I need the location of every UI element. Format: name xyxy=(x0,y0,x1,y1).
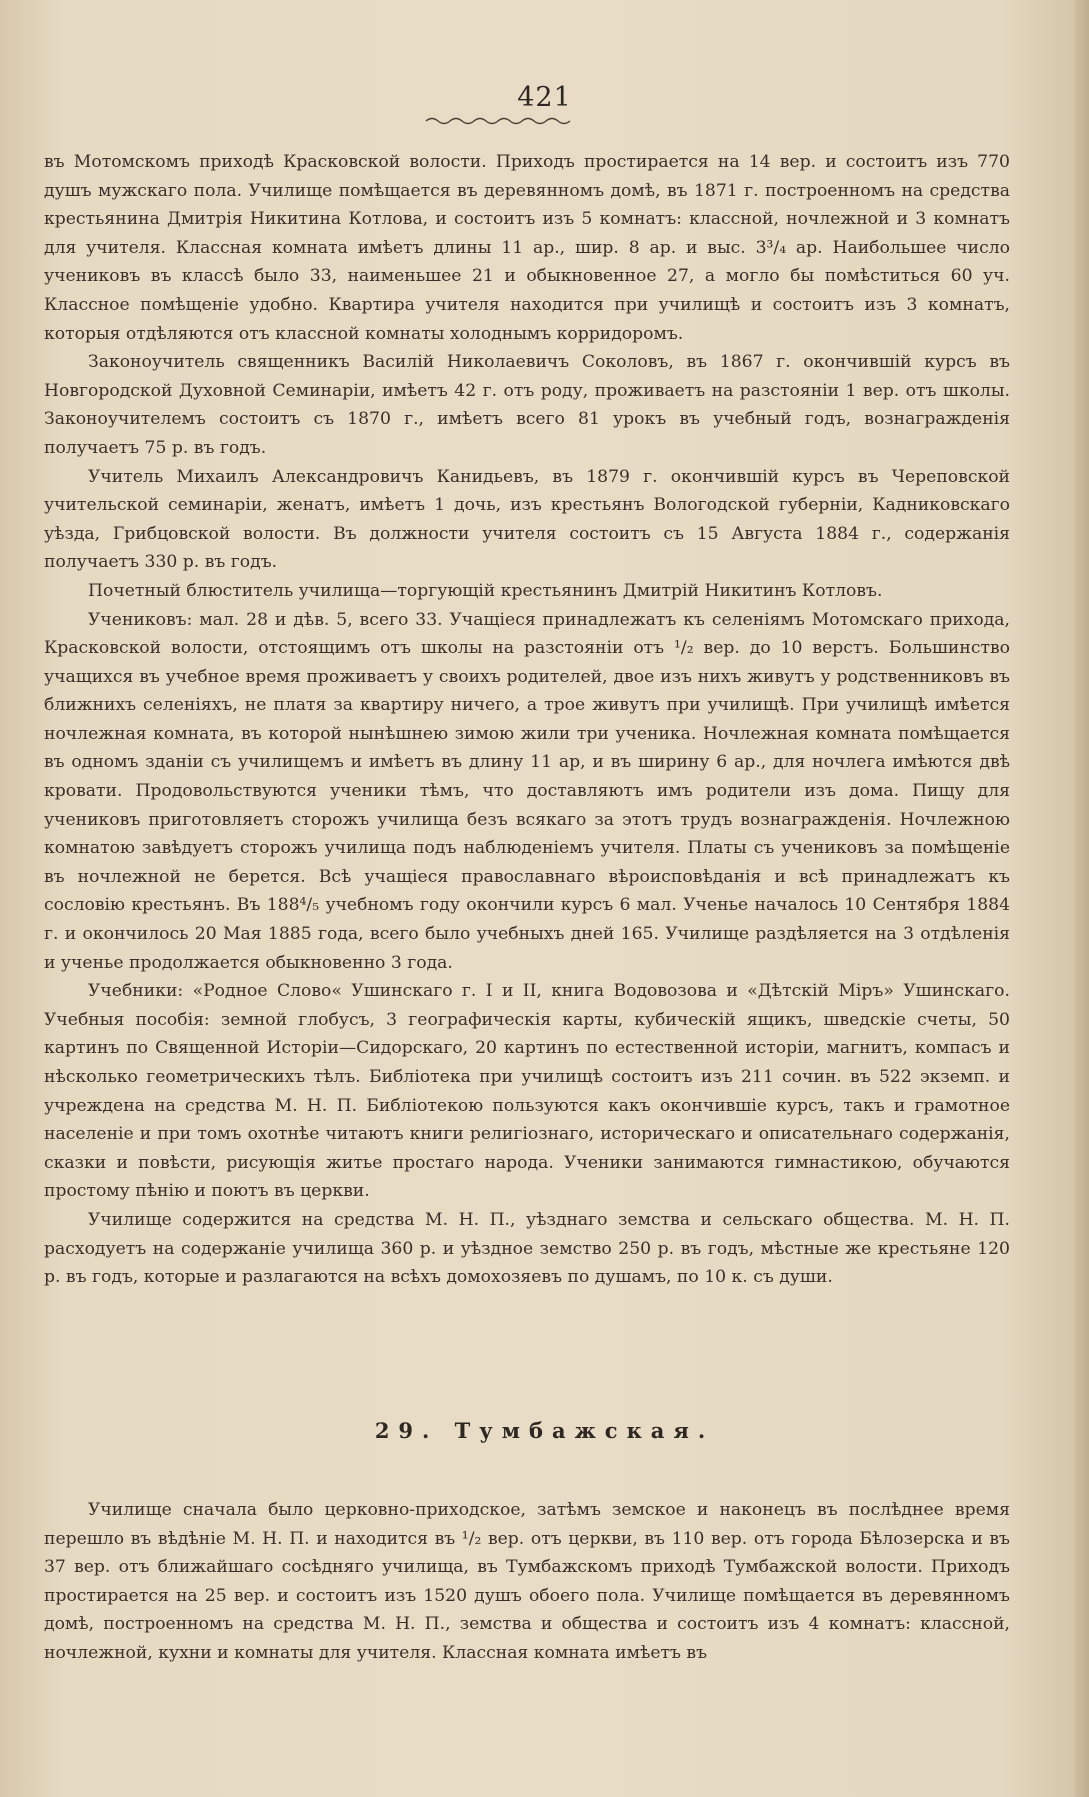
paragraph-location: въ Мотомскомъ приходѣ Красковской волости. Приходъ простирается на 14 вер. и состоитъ изъ 770 душъ мужскаго пола. Училище помѣщается въ деревянномъ домѣ, въ 1871 г. построенномъ на средства крестьянина Дмитрія Никитина Котлова, и состоитъ изъ 5 комнатъ: классной, ночлежной и 3 комнатъ для учителя. Классная комната имѣетъ длины 11 ар., шир. 8 ар. и выс. 3³/₄ ар. Наибольшее число учениковъ въ классѣ было 33, наименьшее 21 и обыкновенное 27, а могло бы помѣститься 60 уч. Классное помѣщеніе удобно. Квартира учителя находится при училищѣ и состоитъ изъ 3 комнатъ, которыя отдѣляются отъ классной комнаты холоднымъ корридоромъ. xyxy=(44,152,1010,344)
paragraph-funding: Училище содержится на средства М. Н. П., уѣзднаго земства и сельскаго общества. М. Н. П. расходуетъ на содержаніе училища 360 р. и уѣздное земство 250 р. въ годъ, мѣстные же крестьяне 120 р. въ годъ, которые и разлагаются на всѣхъ домохозяевъ по душамъ, по 10 к. съ души. xyxy=(44,1209,1010,1288)
ornament-divider xyxy=(424,114,574,128)
paragraph-trustee: Почетный блюститель училища—торгующій крестьянинъ Дмитрій Никитинъ Котловъ. xyxy=(88,580,883,601)
paragraph-religion-teacher: Законоучитель священникъ Василій Николаевичъ Соколовъ, въ 1867 г. окончившій курсъ въ Новгородской Духовной Семинаріи, имѣетъ 42 г. отъ роду, проживаетъ на разстояніи 1 вер. отъ школы. Законоучителемъ состоитъ съ 1870 г., имѣетъ всего 81 урокъ въ учебный годъ, вознагражденія получаетъ 75 р. въ годъ. xyxy=(44,352,1010,458)
page-edge-shadow xyxy=(1075,0,1089,1797)
section-text xyxy=(44,1496,1010,1668)
section-heading: 29. Тумбажская. xyxy=(374,1418,715,1443)
paragraph-tumbazh-school: Училище сначала было церковно-приходское, затѣмъ земское и наконецъ въ послѣднее время перешло въ вѣдѣніе М. Н. П. и находится въ ¹/₂ вер. отъ церкви, въ 110 вер. отъ города Бѣлозерска и въ 37 вер. отъ ближайшаго сосѣдняго училища, въ Тумбажскомъ приходѣ Тумбажской волости. Приходъ простирается на 25 вер. и состоитъ изъ 1520 душъ обоего пола. Училище помѣщается въ деревянномъ домѣ, построенномъ на средства М. Н. П., земства и общества и состоитъ изъ 4 комнатъ: классной, ночлежной, кухни и комнаты для учителя. Классная комната имѣетъ въ xyxy=(44,1500,1010,1663)
page-number: 421 xyxy=(517,82,572,113)
paragraph-teacher: Учитель Михаилъ Александровичъ Канидьевъ, въ 1879 г. окончившій курсъ въ Череповской учительской семинаріи, женатъ, имѣетъ 1 дочь, изъ крестьянъ Вологодской губерніи, Кадниковскаго уѣзда, Грибцовской волости. Въ должности учителя состоитъ съ 15 Августа 1884 г., содержанія получаетъ 330 р. въ годъ. xyxy=(44,466,1010,573)
paragraph-students: Учениковъ: мал. 28 и дѣв. 5, всего 33. Учащіеся принадлежатъ къ селеніямъ Мотомскаго прихода, Красковской волости, отстоящимъ отъ школы на разстояніи отъ ¹/₂ вер. до 10 верстъ. Большинство учащихся въ учебное время проживаетъ у своихъ родителей, двое изъ нихъ живутъ у родственниковъ въ ближнихъ селеніяхъ, не платя за квартиру ничего, а трое живутъ при училищѣ. При училищѣ имѣется ночлежная комната, въ которой нынѣшнею зимою жили три ученика. Ночлежная комната помѣщается въ одномъ зданіи съ училищемъ и имѣетъ въ длину 11 ар, и въ ширину 6 ар., для ночлега имѣются двѣ кровати. Продовольствуются ученики тѣмъ, что доставляютъ имъ родители изъ дома. Пищу для учениковъ приготовляетъ сторожъ училища безъ всякаго за этотъ трудъ вознагражденія. Ночлежною комнатою завѣдуетъ сторожъ училища подъ наблюденіемъ учителя. Платы съ учениковъ за помѣщеніе въ ночлежной не берется. Всѣ учащіеся православнаго вѣроисповѣданія и всѣ принадлежатъ къ сословію крестьянъ. Въ 188⁴/₅ учебномъ году окончили курсъ 6 мал. Ученье началось 10 Сентября 1884 г. и окончилось 20 Мая 1885 года, всего было учебныхъ дней 165. Училище раздѣляется на 3 отдѣленія и ученье продолжается обыкновенно 3 года. xyxy=(44,609,1010,973)
main-text xyxy=(44,148,1010,1292)
paragraph-textbooks: Учебники: «Родное Слово« Ушинскаго г. I и II, книга Водовозова и «Дѣтскій Міръ» Ушинскаго. Учебныя пособія: земной глобусъ, 3 географическія карты, кубическій ящикъ, шведскіе счеты, 50 картинъ по Священной Исторіи—Сидорскаго, 20 картинъ по естественной исторіи, магнитъ, компасъ и нѣсколько геометрическихъ тѣлъ. Библіотека при училищѣ состоитъ изъ 211 сочин. въ 522 экземп. и учреждена на средства М. Н. П. Библіотекою пользуются какъ окончившіе курсъ, такъ и грамотное населеніе и при томъ охотнѣе читаютъ книги религіознаго, историческаго и описательнаго содержанія, сказки и повѣсти, рисующія житье простаго народа. Ученики занимаются гимнастикою, обучаются простому пѣнію и поютъ въ церкви. xyxy=(44,981,1010,1202)
